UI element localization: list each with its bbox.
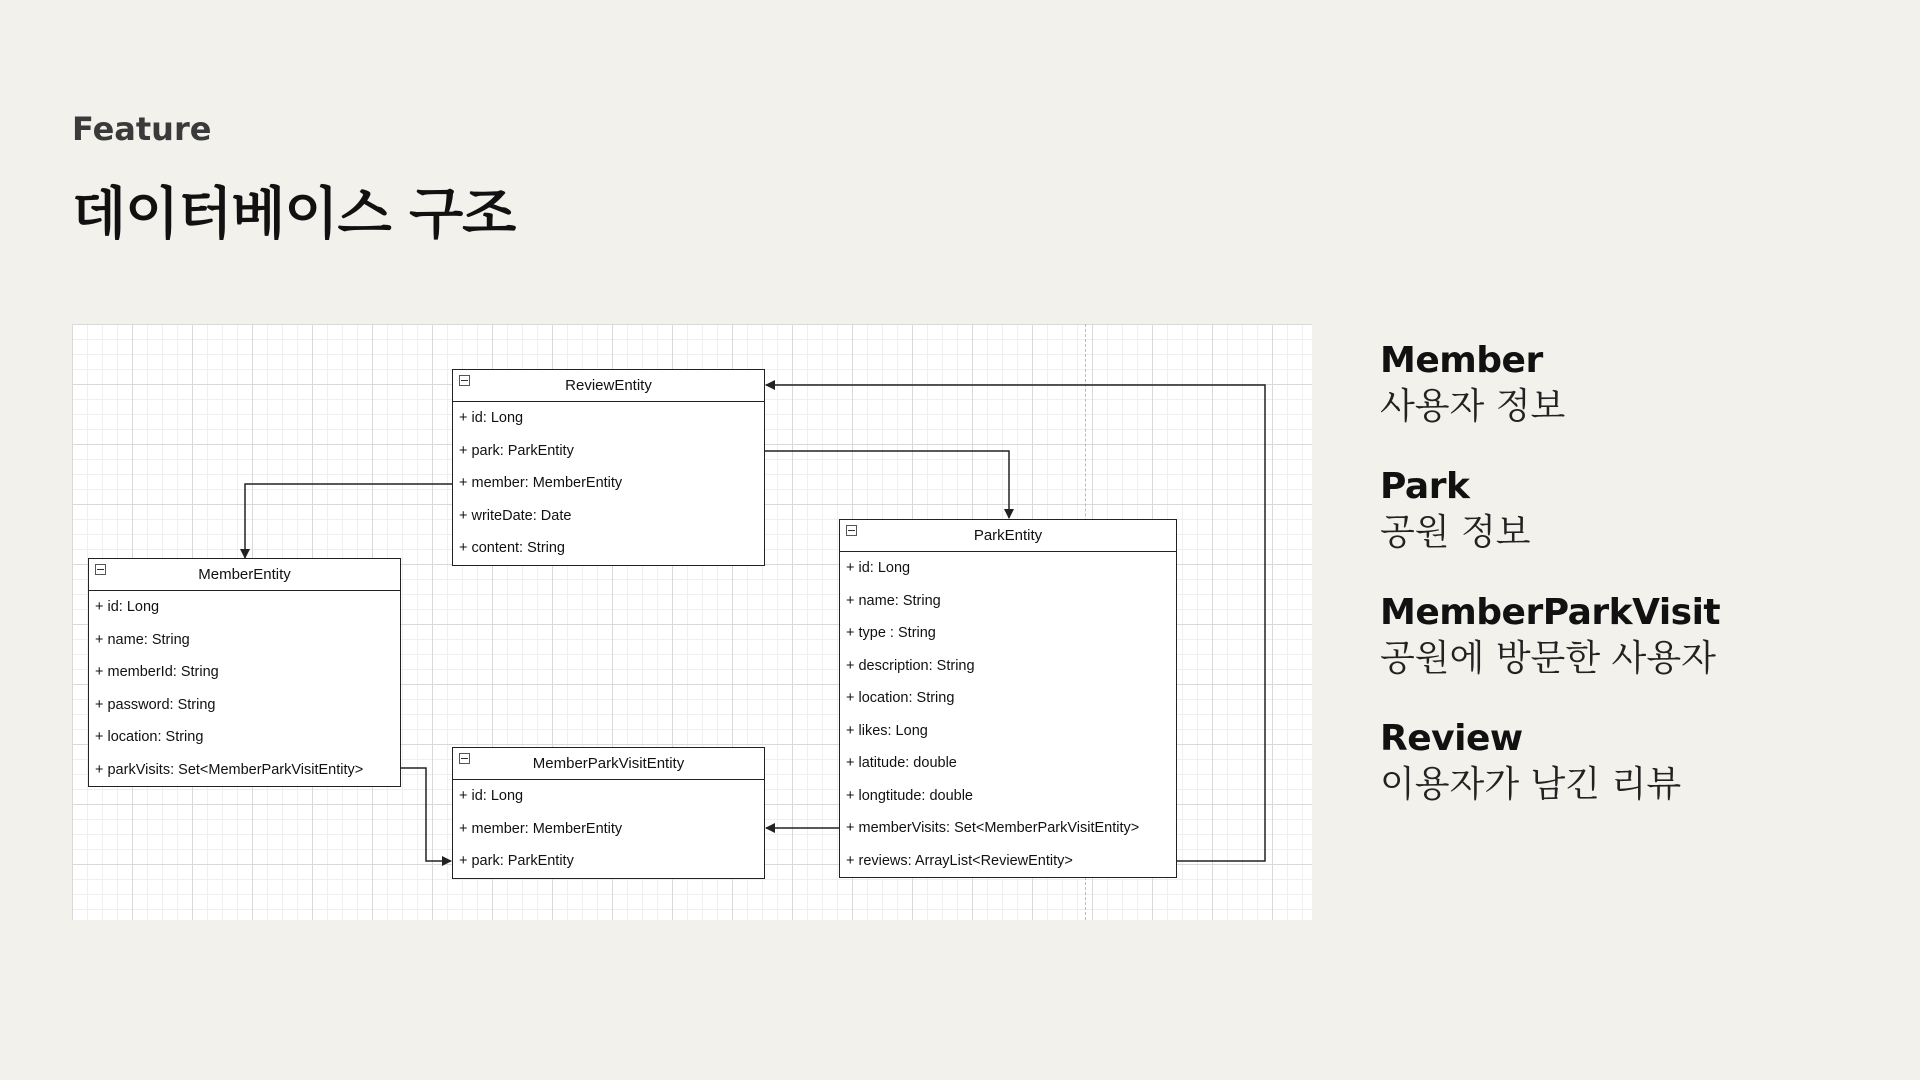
edge-review-to-park bbox=[765, 451, 1009, 518]
collapse-icon[interactable] bbox=[459, 375, 470, 386]
collapse-icon[interactable] bbox=[95, 564, 106, 575]
entity-attribute: + password: String bbox=[95, 696, 216, 713]
entity-name: ParkEntity bbox=[973, 527, 1043, 544]
legend-description: 이용자가 남긴 리뷰 bbox=[1380, 764, 1682, 805]
entity-attribute: + member: MemberEntity bbox=[459, 475, 623, 491]
legend-item-member bbox=[1380, 340, 1880, 432]
entity-attribute: + id: Long bbox=[459, 788, 524, 804]
entity-attribute: + likes: Long bbox=[846, 722, 928, 739]
page-title: 데이터베이스 구조 bbox=[72, 182, 516, 247]
entity-attribute: + longtitude: double bbox=[846, 787, 973, 804]
entity-attribute: + memberId: String bbox=[95, 664, 219, 680]
entity-park[interactable] bbox=[839, 519, 1177, 878]
legend-description: 공원 정보 bbox=[1380, 512, 1531, 553]
entity-name: MemberEntity bbox=[198, 566, 291, 583]
legend-name: Park bbox=[1380, 466, 1470, 507]
entity-attribute: + content: String bbox=[459, 540, 565, 556]
entity-attribute: + reviews: ArrayList<ReviewEntity> bbox=[846, 852, 1073, 869]
entity-member[interactable] bbox=[88, 558, 401, 787]
collapse-icon[interactable] bbox=[459, 753, 470, 764]
entity-attribute: + id: Long bbox=[95, 599, 160, 615]
entity-header[interactable] bbox=[453, 748, 764, 780]
entity-name: MemberParkVisitEntity bbox=[532, 755, 685, 772]
entity-attribute: + member: MemberEntity bbox=[459, 820, 623, 837]
entity-header[interactable] bbox=[840, 520, 1176, 552]
entity-attribute: + id: Long bbox=[459, 410, 524, 426]
entity-attribute: + park: ParkEntity bbox=[459, 853, 574, 869]
collapse-icon[interactable] bbox=[846, 525, 857, 536]
legend-name: MemberParkVisit bbox=[1380, 592, 1721, 633]
er-diagram bbox=[72, 324, 1312, 920]
entity-attribute: + location: String bbox=[846, 690, 955, 706]
entity-attribute: + writeDate: Date bbox=[459, 507, 572, 524]
entity-attribute: + type : String bbox=[846, 625, 936, 641]
entity-attribute: + name: String bbox=[846, 592, 941, 609]
entity-legend bbox=[1380, 340, 1880, 844]
section-eyebrow: Feature bbox=[72, 110, 212, 148]
entity-name: ReviewEntity bbox=[565, 377, 652, 394]
legend-item-member-park-visit bbox=[1380, 592, 1880, 684]
entity-attribute: + parkVisits: Set<MemberParkVisitEntity> bbox=[95, 761, 364, 778]
entity-attribute: + memberVisits: Set<MemberParkVisitEntity> bbox=[846, 820, 1140, 836]
legend-item-park bbox=[1380, 466, 1880, 558]
legend-item-review bbox=[1380, 718, 1880, 810]
edge-review-to-member bbox=[245, 484, 452, 558]
entity-attribute: + latitude: double bbox=[846, 755, 957, 771]
entity-attribute: + name: String bbox=[95, 631, 190, 648]
edge-member-to-visit bbox=[401, 768, 451, 861]
entity-member-park-visit[interactable] bbox=[452, 747, 765, 879]
entity-header[interactable] bbox=[453, 370, 764, 402]
entity-attribute: + description: String bbox=[846, 657, 975, 674]
legend-description: 공원에 방문한 사용자 bbox=[1380, 638, 1716, 679]
entity-review[interactable] bbox=[452, 369, 765, 566]
entity-attribute: + park: ParkEntity bbox=[459, 442, 574, 459]
entity-attribute: + location: String bbox=[95, 729, 204, 745]
legend-name: Member bbox=[1380, 340, 1543, 381]
legend-name: Review bbox=[1380, 718, 1523, 759]
entity-attribute: + id: Long bbox=[846, 560, 911, 576]
legend-description: 사용자 정보 bbox=[1380, 386, 1566, 427]
entity-header[interactable] bbox=[89, 559, 400, 591]
